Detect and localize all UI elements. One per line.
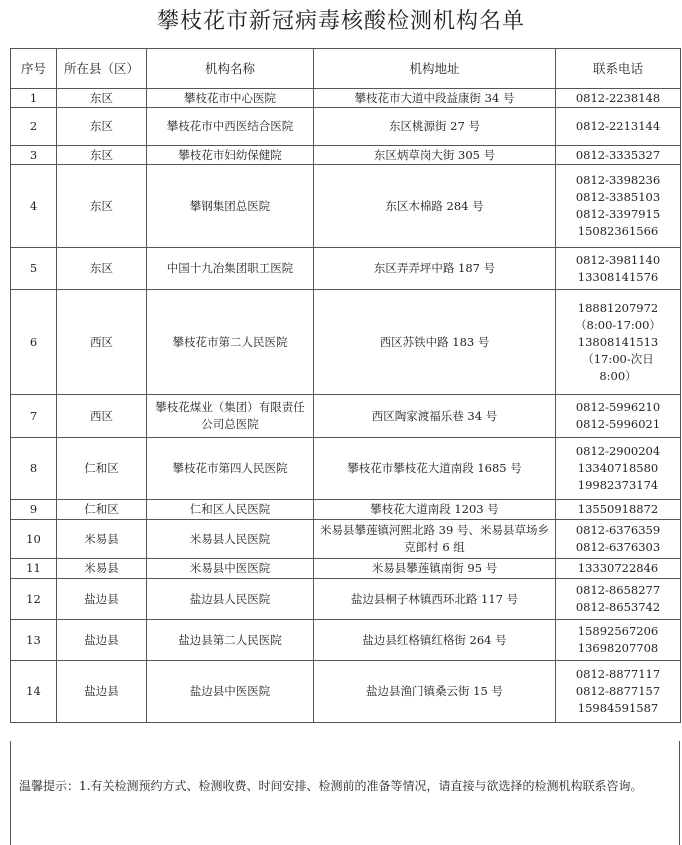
header-phone: 联系电话 (556, 49, 681, 89)
row-address: 西区苏铁中路 183 号 (314, 290, 556, 395)
row-institution-name: 盐边县中医医院 (147, 661, 314, 723)
row-institution-name: 盐边县人民医院 (147, 579, 314, 620)
row-phones (556, 559, 681, 579)
row-district: 盐边县 (57, 620, 147, 661)
table-row (11, 248, 681, 290)
row-number: 6 (11, 290, 57, 395)
row-institution-name: 米易县人民医院 (147, 520, 314, 559)
row-district: 西区 (57, 395, 147, 438)
row-district: 仁和区 (57, 438, 147, 500)
phone-number: 13330722846 (577, 561, 659, 575)
row-phones (556, 146, 681, 165)
institution-table (10, 48, 681, 723)
table-row (11, 165, 681, 248)
phone-number: 0812-3398236 (575, 173, 661, 187)
row-number: 5 (11, 248, 57, 290)
row-number: 8 (11, 438, 57, 500)
row-number: 3 (11, 146, 57, 165)
row-institution-name: 攀枝花市中西医结合医院 (147, 108, 314, 146)
table-row (11, 500, 681, 520)
phone-number: 15984591587 (577, 701, 659, 715)
row-address: 东区弄弄坪中路 187 号 (314, 248, 556, 290)
row-phones (556, 500, 681, 520)
row-phones (556, 661, 681, 723)
phone-number: 0812-8653742 (575, 600, 661, 614)
phone-number: 13340718580 (577, 461, 659, 475)
header-name: 机构名称 (147, 49, 314, 89)
row-number: 4 (11, 165, 57, 248)
row-address: 东区桃源街 27 号 (314, 108, 556, 146)
note-box (10, 741, 680, 845)
row-address: 西区陶家渡福乐巷 34 号 (314, 395, 556, 438)
phone-number: 0812-2238148 (575, 90, 661, 105)
row-institution-name: 米易县中医医院 (147, 559, 314, 579)
row-address: 米易县攀莲镇河熙北路 39 号、米易县草场乡克郎村 6 组 (314, 520, 556, 559)
row-district: 东区 (57, 248, 147, 290)
phone-number: 0812-6376359 (575, 523, 661, 537)
row-address: 攀枝花市攀枝花大道南段 1685 号 (314, 438, 556, 500)
table-row (11, 438, 681, 500)
row-phones (556, 395, 681, 438)
row-number: 14 (11, 661, 57, 723)
table-row (11, 620, 681, 661)
row-address: 米易县攀莲镇南街 95 号 (314, 559, 556, 579)
row-phones (556, 579, 681, 620)
phone-number: 0812-6376303 (575, 540, 661, 554)
phone-number: 0812-2213144 (575, 119, 661, 133)
phone-number: 13698207708 (577, 641, 659, 655)
row-district: 仁和区 (57, 500, 147, 520)
row-institution-name: 攀钢集团总医院 (147, 165, 314, 248)
row-institution-name: 攀枝花市中心医院 (147, 89, 314, 108)
row-institution-name: 中国十九冶集团职工医院 (147, 248, 314, 290)
row-district: 米易县 (57, 559, 147, 579)
page-title: 攀枝花市新冠病毒核酸检测机构名单 (156, 9, 525, 34)
phone-number: 0812-3397915 (575, 207, 661, 221)
table-header-row (11, 49, 681, 89)
phone-number: 13308141576 (577, 269, 659, 284)
table-row (11, 661, 681, 723)
row-number: 11 (11, 559, 57, 579)
row-address: 盐边县渔门镇桑云街 15 号 (314, 661, 556, 723)
row-phones (556, 290, 681, 395)
row-phones (556, 620, 681, 661)
phone-number: 0812-3335327 (575, 147, 661, 162)
phone-number: 0812-3981140 (575, 252, 661, 267)
row-phones (556, 438, 681, 500)
row-number: 9 (11, 500, 57, 520)
row-number: 10 (11, 520, 57, 559)
phone-number: 0812-8877157 (575, 684, 661, 698)
header-address: 机构地址 (314, 49, 556, 89)
row-district: 盐边县 (57, 579, 147, 620)
phone-number: 19982373174 (577, 478, 659, 492)
row-address: 攀枝花大道南段 1203 号 (314, 500, 556, 520)
header-district: 所在县（区） (57, 49, 147, 89)
row-institution-name: 盐边县第二人民医院 (147, 620, 314, 661)
header-no: 序号 (11, 49, 57, 89)
phone-number: 18881207972 (577, 300, 659, 315)
phone-number: （17:00-次日 (582, 351, 654, 366)
phone-number: （8:00-17:00） (575, 317, 661, 332)
phone-number: 0812-3385103 (575, 190, 661, 204)
row-district: 东区 (57, 146, 147, 165)
phone-number: 15082361566 (577, 224, 659, 238)
row-district: 东区 (57, 89, 147, 108)
row-phones (556, 108, 681, 146)
table-row (11, 395, 681, 438)
phone-number: 0812-5996210 (575, 400, 661, 414)
row-district: 东区 (57, 165, 147, 248)
row-number: 2 (11, 108, 57, 146)
table-row (11, 146, 681, 165)
table-row (11, 579, 681, 620)
row-number: 12 (11, 579, 57, 620)
table-row (11, 520, 681, 559)
row-address: 东区木棉路 284 号 (314, 165, 556, 248)
row-district: 盐边县 (57, 661, 147, 723)
row-institution-name: 攀枝花市妇幼保健院 (147, 146, 314, 165)
table-row (11, 89, 681, 108)
row-phones (556, 165, 681, 248)
phone-number: 13550918872 (577, 502, 659, 516)
row-address: 东区炳草岗大街 305 号 (314, 146, 556, 165)
table-row (11, 559, 681, 579)
row-district: 东区 (57, 108, 147, 146)
phone-number: 0812-8658277 (575, 583, 661, 597)
row-institution-name: 攀枝花煤业（集团）有限责任公司总医院 (147, 395, 314, 438)
table-row (11, 108, 681, 146)
phone-number: 15892567206 (577, 624, 659, 638)
phone-number: 0812-2900204 (575, 444, 661, 458)
row-institution-name: 攀枝花市第四人民医院 (147, 438, 314, 500)
row-number: 7 (11, 395, 57, 438)
row-address: 盐边县桐子林镇西环北路 117 号 (314, 579, 556, 620)
row-phones (556, 248, 681, 290)
row-number: 1 (11, 89, 57, 108)
row-phones (556, 520, 681, 559)
row-number: 13 (11, 620, 57, 661)
phone-number: 13808141513 (577, 334, 659, 349)
phone-number: 0812-5996021 (575, 417, 661, 431)
row-district: 西区 (57, 290, 147, 395)
row-institution-name: 攀枝花市第二人民医院 (147, 290, 314, 395)
note-text: 温馨提示：1.有关检测预约方式、检测收费、时间安排、检测前的准备等情况，请直接与欲选择的检测机构联系咨询。 (19, 779, 643, 793)
table-row (11, 290, 681, 395)
row-institution-name: 仁和区人民医院 (147, 500, 314, 520)
row-district: 米易县 (57, 520, 147, 559)
row-address: 盐边县红格镇红格街 264 号 (314, 620, 556, 661)
phone-number: 0812-8877117 (575, 667, 661, 681)
row-address: 攀枝花市大道中段益康街 34 号 (314, 89, 556, 108)
row-phones (556, 89, 681, 108)
phone-number: 8:00） (599, 368, 637, 383)
